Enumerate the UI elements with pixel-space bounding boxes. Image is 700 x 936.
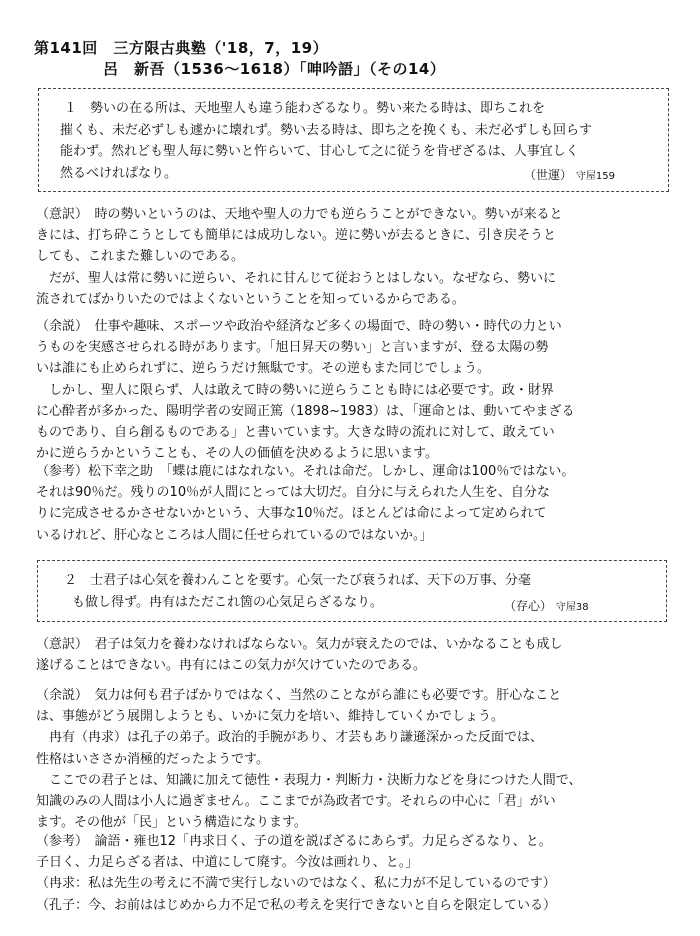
translation-1-line: （意訳） 時の勢いというのは、天地や聖人の力でも逆らうことができない。勢いが来ると xyxy=(36,207,563,222)
translation-2-line: （意訳） 君子は気力を養わなければならない。気力が衰えたのでは、いかなることも成し xyxy=(36,637,563,652)
translation-2-line: 遂げることはできない。冉有にはこの気力が欠けていたのである。 xyxy=(36,658,427,674)
reference-1-line: （参考）松下幸之助 「蝶は鹿にはなれない。それは命だ。しかし、運命は100％ではない。 xyxy=(36,464,575,479)
translation-2 xyxy=(36,634,676,676)
quote-1-source-ref: 守屋159 xyxy=(575,171,615,182)
reference-1-line: いるけれど、肝心なところは人間に任せられているのではないか。」 xyxy=(36,527,433,543)
commentary-2-line: 冉有（冉求）は孔子の弟子。政治的手腕があり、才芸もあり謙遜深かった反面では、 xyxy=(36,730,544,746)
commentary-1-line: うものを実感させられる時があります。「旭日昇天の勢い」と言いますが、登る太陽の勢 xyxy=(36,340,549,356)
commentary-2-line: ます。その他が「民」という構造になります。 xyxy=(36,815,307,831)
lecture-title: 第141回 三方限古典塾（'18，7，19） xyxy=(34,39,329,57)
lecture-subtitle: 呂 新吾（1536～1618）「呻吟語」（その14） xyxy=(103,60,446,78)
commentary-2-line: 性格はいささか消極的だったようです。 xyxy=(36,751,269,767)
quote-2-line: も做し得ず。冉有はただこれ箇の心気足らざるなり。 xyxy=(72,594,383,610)
commentary-2-line: （余説） 気力は何も君子ばかりではなく、当然のことながら誰にも必要です。肝心なこと xyxy=(36,688,562,703)
reference-1-line: それは90％だ。残りの10％が人間にとっては大切だ。自分に与えられた人生を、自分な xyxy=(36,485,550,501)
translation-1-line: しても、これまた難しいのである。 xyxy=(36,249,245,265)
reference-2-line: （孔子：今、お前ははじめから力不足で私の考えを実行できないと自らを限定している） xyxy=(36,897,557,913)
quote-1-line: 然るべけれぱなり。 xyxy=(60,165,178,181)
commentary-1 xyxy=(36,316,676,464)
quote-1-source-title: （世運） xyxy=(524,168,573,182)
reference-2-line: 子日く、力足らざる者は、中道にして廃す。今汝は画れり、と。」 xyxy=(36,855,419,871)
reference-1 xyxy=(36,461,676,546)
commentary-1-line: に心酔者が多かった、陽明学者の安岡正篤（1898~1983）は、「運命とは、動いてやまざる xyxy=(36,403,575,419)
quote-2-source-title: （存心） xyxy=(504,599,553,613)
translation-1-line: きには、打ち砕こうとしても簡単には成功しない。逆に勢いが去るときに、引き戻そうと xyxy=(36,228,557,244)
commentary-1-line: かに逆らうかということも、その人の価値を決めるように思います。 xyxy=(36,446,438,462)
quote-1-line: 摧くも、未だ必ずしも遽かに壊れず。勢い去る時は、即ち之を挽くも、未だ必ずしも回らす xyxy=(60,122,592,138)
reference-2-line: （冉求：私は先生の考えに不満で実行しないのではなく、私に力が不足しているのです） xyxy=(36,876,556,892)
commentary-1-line: いは誰にも止められずに、逆らうだけ無駄です。その逆もまた同じでしょう。 xyxy=(36,361,490,377)
commentary-2-line: ここでの君子とは、知識に加えて徳性・表現力・判断力・決断力などを身につけた人間で、 xyxy=(36,772,582,788)
commentary-1-line: しかし、聖人に限らず、人は敢えて時の勢いに逆らうことも時には必要です。政・財界 xyxy=(36,382,554,398)
quote-2-source xyxy=(504,597,589,614)
commentary-2-line: は、事態がどう展開しようとも、いかに気力を培い、維持していくかでしょう。 xyxy=(36,709,505,725)
quote-2-source-ref: 守屋38 xyxy=(555,602,589,613)
translation-1-line: 流されてばかりいたのではよくないということを知っているからである。 xyxy=(36,291,465,307)
reference-2 xyxy=(36,831,676,916)
translation-1 xyxy=(36,204,676,310)
commentary-2-line: 知識のみの人間は小人に過ぎません。ここまでが為政者です。それらの中心に「君」がい xyxy=(36,794,556,810)
commentary-2 xyxy=(36,685,676,833)
quote-2-line: ２ 士君子は心気を養わんことを要す。心気一たび衰うれば、天下の万事、分毫 xyxy=(64,573,531,588)
quote-1-source xyxy=(524,166,615,183)
commentary-1-line: ものであり、自ら創るものである」と書いています。大きな時の流れに対して、敢えてい xyxy=(36,425,555,441)
quote-1-line: １ 勢いの在る所は、天地聖人も違う能わざるなり。勢い来たる時は、即ちこれを xyxy=(64,101,546,116)
quote-1-line: 能わず。然れども聖人毎に勢いと忤らいて、甘心して之に従うを肯ぜざるは、人事宜しく xyxy=(60,144,579,159)
reference-1-line: りに完成させるかさせないかという、大事な10％だ。ほとんどは命によって定められて xyxy=(36,506,547,522)
reference-2-line: （参考） 論語・雍也12「冉求日く、子の道を説ばざるにあらず。力足らざるなり、と。 xyxy=(36,834,552,849)
commentary-1-line: （余説） 仕事や趣味、スポーツや政治や経済など多くの場面で、時の勢い・時代の力とい xyxy=(36,319,562,334)
translation-1-line: だが、聖人は常に勢いに逆らい、それに甘んじて従おうとはしない。なぜなら、勢いに xyxy=(36,270,557,286)
